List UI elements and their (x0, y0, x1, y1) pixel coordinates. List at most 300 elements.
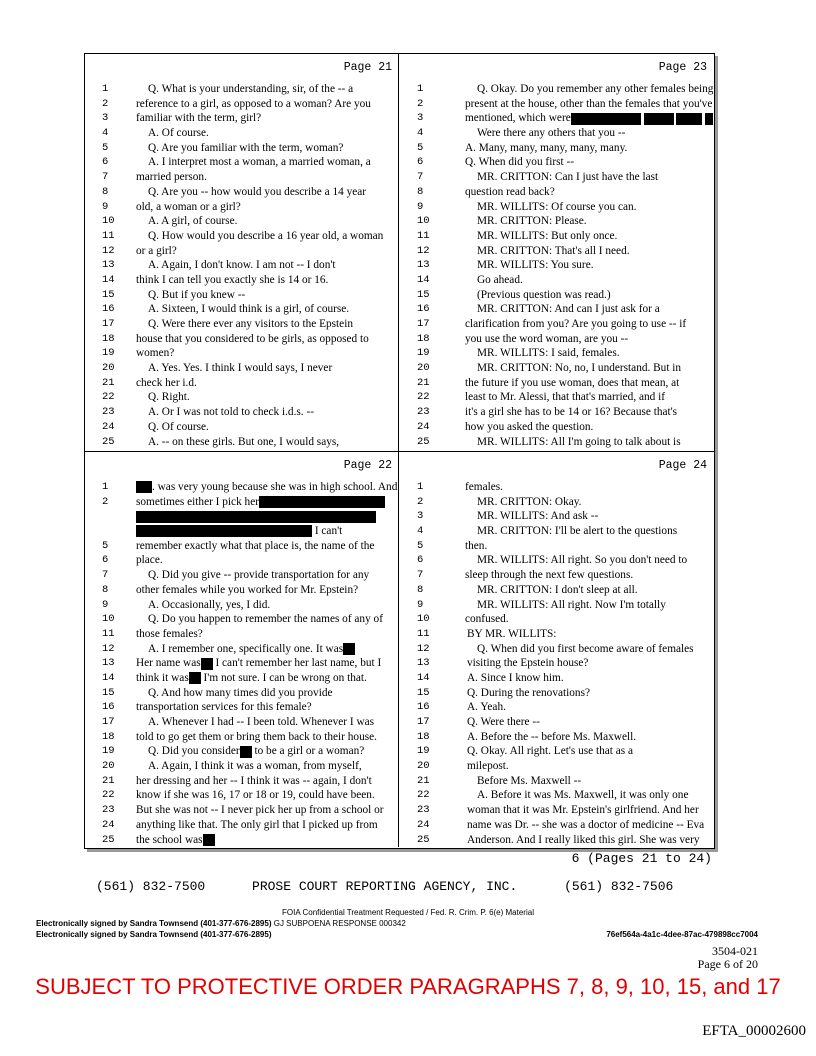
line-text: old, a woman or a girl? (136, 200, 241, 213)
transcript-line (399, 539, 713, 554)
transcript-line (399, 376, 713, 391)
transcript-line (84, 524, 398, 539)
line-number: 18 (417, 332, 430, 345)
redaction-box (136, 511, 376, 523)
line-number: 12 (102, 244, 115, 257)
line-number: 23 (417, 804, 430, 817)
line-number: 16 (417, 303, 430, 316)
line-text: A. Yes. Yes. I think I would says, I never (148, 362, 333, 375)
line-text: MR. WILLITS: You sure. (477, 259, 594, 272)
line-text: woman that it was Mr. Epstein's girlfriend. And her (467, 804, 699, 817)
transcript-line (84, 583, 398, 598)
line-text: Q. Okay. Do you remember any other females being (477, 83, 713, 95)
transcript-line (84, 126, 398, 141)
line-text: A. Occasionally, yes, I did. (148, 598, 271, 611)
line-text: think I can tell you exactly she is 14 or 16. (136, 273, 329, 286)
line-text: remember exactly what that place is, the name of the (136, 539, 375, 552)
transcript-line (399, 833, 713, 848)
line-text: know if she was 16, 17 or 18 or 19, could have been. (136, 789, 375, 802)
transcript-line (399, 111, 713, 126)
line-text: Her name was I can't remember her last name, but I (136, 657, 382, 670)
transcript-line (399, 568, 713, 583)
line-text: the school was (136, 833, 398, 848)
subpoena-text: GJ SUBPOENA RESPONSE 000342 (273, 919, 406, 928)
line-number: 9 (102, 598, 109, 611)
line-text: house that you considered to be girls, as opposed to (136, 332, 369, 345)
line-text: name was Dr. -- she was a doctor of medicine -- Eva (467, 818, 705, 831)
line-number: 15 (417, 288, 430, 301)
transcript-line (84, 803, 398, 818)
line-number: 4 (102, 127, 109, 140)
transcript-line (84, 642, 398, 657)
line-number: 14 (102, 671, 115, 684)
line-text: BY MR. WILLITS: (467, 627, 557, 640)
line-number: 4 (417, 127, 424, 140)
redaction-box (201, 658, 213, 670)
line-number: 13 (417, 259, 430, 272)
line-number: 22 (102, 789, 115, 802)
line-text: Q. During the renovations? (467, 686, 590, 699)
transcript-line (84, 170, 398, 185)
line-text: females. (465, 481, 503, 493)
redaction-box (343, 643, 355, 655)
transcript-line (84, 390, 398, 405)
transcript-line (399, 185, 713, 200)
line-number: 3 (417, 112, 424, 125)
line-text: then. (465, 539, 488, 552)
line-number: 21 (417, 774, 430, 787)
line-text: Q. Did you give -- provide transportation for any (148, 569, 370, 582)
transcript-line (399, 244, 713, 259)
transcript-line (399, 405, 713, 420)
line-number: 24 (102, 818, 115, 831)
transcript-line (84, 214, 398, 229)
line-number: 19 (102, 347, 115, 360)
line-text: think it was I'm not sure. I can be wrong on that. (136, 671, 367, 684)
line-number: 2 (417, 495, 424, 508)
transcript-line (399, 170, 713, 185)
line-text: MR. CRITTON: No, no, I understand. But in (477, 362, 682, 375)
line-text: Q. When did you first -- (465, 156, 574, 169)
transcript-line (399, 744, 713, 759)
transcript-line (399, 288, 713, 303)
line-number: 1 (417, 481, 424, 493)
line-text: Q. Do you happen to remember the names of any of (148, 613, 383, 626)
line-text: milepost. (467, 760, 509, 773)
redaction-box (571, 113, 641, 125)
line-text: Q. Okay. All right. Let's use that as a (467, 745, 634, 758)
line-number: 19 (417, 347, 430, 360)
line-number: 14 (102, 273, 115, 286)
line-text: other females while you worked for Mr. Epstein? (136, 583, 359, 596)
line-number: 5 (102, 539, 109, 552)
line-number: 24 (417, 420, 430, 433)
line-number: 25 (102, 435, 115, 448)
transcript-line (84, 361, 398, 376)
line-number: 25 (417, 435, 430, 448)
line-text: MR. CRITTON: And can I just ask for a (477, 303, 660, 316)
line-number: 9 (417, 200, 424, 213)
line-number: 11 (102, 627, 115, 640)
transcript-line (399, 200, 713, 215)
line-text: MR. WILLITS: But only once. (477, 229, 618, 242)
transcript-line (84, 332, 398, 347)
transcript-line (399, 390, 713, 405)
transcript-line (84, 317, 398, 332)
transcript-line (399, 774, 713, 789)
line-number: 1 (102, 83, 109, 95)
line-number: 12 (417, 244, 430, 257)
line-text: question read back? (465, 185, 555, 198)
transcript-line (399, 346, 713, 361)
transcript-line (399, 583, 713, 598)
page-of-count: Page 6 of 20 (697, 957, 758, 971)
line-text: MR. CRITTON: Okay. (477, 495, 582, 508)
line-number: 12 (417, 642, 430, 655)
line-text: the future if you use woman, does that mean, at (465, 376, 680, 389)
transcript-line (399, 420, 713, 435)
line-text: Q. When did you first become aware of females (477, 642, 694, 655)
line-text: her dressing and her -- I think it was -- again, I don't (136, 774, 372, 787)
transcript-page-22 (84, 452, 398, 848)
line-number: 14 (417, 671, 430, 684)
document-id: 3504-021 (712, 944, 758, 958)
transcript-line (84, 258, 398, 273)
line-text: A. I interpret most a woman, a married woman, a (148, 156, 371, 169)
signature-line-1 (36, 919, 406, 928)
redaction-box (259, 496, 385, 508)
line-text: A. I remember one, specifically one. It was (148, 642, 398, 657)
transcript-line (84, 759, 398, 774)
transcript-line (84, 568, 398, 583)
line-text: clarification from you? Are you going to use -- if (465, 318, 687, 330)
transcript-line (84, 346, 398, 361)
transcript-line (84, 774, 398, 789)
line-text: Q. And how many times did you provide (148, 686, 333, 699)
line-number: 8 (102, 185, 109, 198)
transcript-line (399, 612, 713, 627)
line-number: 22 (102, 391, 115, 404)
transcript-line (84, 273, 398, 288)
line-number: 19 (102, 745, 115, 758)
line-number: 16 (102, 303, 115, 316)
line-number: 10 (102, 215, 115, 228)
line-number: 20 (417, 362, 430, 375)
transcript-line (84, 539, 398, 554)
transcript-line (399, 273, 713, 288)
transcript-line (84, 818, 398, 833)
transcript-line (399, 317, 713, 332)
line-number: 21 (102, 376, 115, 389)
line-text: A. Whenever I had -- I been told. Whenever I was (148, 716, 375, 728)
transcript-line (399, 627, 713, 642)
transcript-line (84, 612, 398, 627)
page-number-header: Page 21 (343, 61, 392, 74)
line-text: Go ahead. (477, 273, 523, 286)
line-number: 7 (102, 569, 109, 582)
line-number: 15 (102, 288, 115, 301)
line-text: anything like that. The only girl that I picked up from (136, 818, 378, 831)
bates-number: EFTA_00002600 (702, 1023, 806, 1039)
line-number: 18 (417, 730, 430, 743)
line-number: 11 (417, 229, 430, 242)
transcript-line (399, 700, 713, 715)
line-number: 12 (102, 642, 115, 655)
line-text: Q. Were there -- (467, 716, 540, 728)
line-text: A. Since I know him. (467, 671, 564, 684)
signature-line-2: Electronically signed by Sandra Townsend (401-377-676-2895) (36, 930, 272, 939)
line-text: sleep through the next few questions. (465, 569, 634, 582)
transcript-line (399, 141, 713, 156)
signature-1-text: Electronically signed by Sandra Townsend (401-377-676-2895) (36, 919, 272, 928)
line-text: Were there any others that you -- (477, 127, 626, 140)
line-text: MR. CRITTON: Can I just have the last (477, 171, 659, 184)
redaction-box (705, 113, 713, 125)
line-number: 1 (102, 481, 109, 493)
line-text: MR. WILLITS: I said, females. (477, 347, 620, 360)
line-number: 20 (102, 760, 115, 773)
line-text: Q. But if you knew -- (148, 288, 246, 301)
line-number: 21 (417, 376, 430, 389)
transcript-line (399, 495, 713, 510)
transcript-line (399, 480, 713, 495)
transcript-line (84, 480, 398, 495)
line-number: 8 (417, 583, 424, 596)
line-number: 24 (102, 420, 115, 433)
transcript-line (84, 627, 398, 642)
line-text: A. Sixteen, I would think is a girl, of course. (148, 303, 350, 316)
redaction-box (240, 746, 252, 758)
transcript-lines (84, 82, 398, 449)
transcript-line (399, 126, 713, 141)
redaction-box (644, 113, 674, 125)
line-text: Q. What is your understanding, sir, of the -- a (148, 83, 354, 95)
transcript-line (84, 700, 398, 715)
transcript-line (399, 509, 713, 524)
line-number: 22 (417, 391, 430, 404)
transcript-line (84, 302, 398, 317)
line-text: reference to a girl, as opposed to a woman? Are you (136, 97, 371, 110)
line-number: 4 (417, 525, 424, 538)
transcript-line (399, 818, 713, 833)
line-number: 14 (417, 273, 430, 286)
line-number: 13 (417, 657, 430, 670)
transcript-line (84, 111, 398, 126)
line-text: A. Of course. (148, 127, 209, 140)
transcript-line (399, 332, 713, 347)
transcript-line (399, 82, 713, 97)
redaction-box (676, 113, 702, 125)
redaction-box (136, 525, 312, 537)
line-number: 9 (102, 200, 109, 213)
line-number: 17 (417, 716, 430, 728)
redaction-box (203, 834, 215, 846)
line-number: 11 (417, 627, 430, 640)
line-text: (Previous question was read.) (477, 288, 611, 301)
transcript-line (399, 258, 713, 273)
protective-order-notice: SUBJECT TO PROTECTIVE ORDER PARAGRAPHS 7, 8, 9, 10, 15, and 17 (35, 974, 781, 999)
line-text: Q. Did you consider to be a girl or a woman? (148, 745, 365, 758)
line-number: 1 (417, 83, 424, 95)
line-text: MR. WILLITS: And ask -- (477, 510, 599, 523)
line-number: 7 (102, 171, 109, 184)
line-text: A. Many, many, many, many, many. (465, 141, 628, 154)
transcript-line (399, 759, 713, 774)
line-number: 5 (417, 141, 424, 154)
page-number-header: Page 22 (343, 459, 392, 472)
transcript-line (399, 361, 713, 376)
line-text: present at the house, other than the females that you've (465, 97, 713, 110)
transcript-line (84, 405, 398, 420)
line-number: 18 (102, 332, 115, 345)
transcript-line (84, 656, 398, 671)
line-text: women? (136, 347, 175, 360)
line-number: 17 (102, 318, 115, 330)
line-number: 17 (102, 716, 115, 728)
transcript-line (84, 185, 398, 200)
line-number: 23 (102, 804, 115, 817)
line-text: A. Again, I think it was a woman, from myself, (148, 760, 362, 773)
line-text: mentioned, which were (465, 111, 713, 126)
transcript-line (399, 302, 713, 317)
line-number: 23 (102, 406, 115, 419)
transcript-line (399, 97, 713, 112)
line-number: 25 (417, 833, 430, 846)
line-text: Q. Were there ever any visitors to the Epstein (148, 318, 353, 330)
line-text: A. A girl, of course. (148, 215, 238, 228)
line-number: 17 (417, 318, 430, 330)
transcript-line (399, 598, 713, 613)
transcript-line (84, 788, 398, 803)
pages-range: 6 (Pages 21 to 24) (571, 851, 712, 866)
line-number: 24 (417, 818, 430, 831)
line-text: Q. Of course. (148, 420, 209, 433)
transcript-line (84, 509, 398, 524)
transcript-line (399, 642, 713, 657)
line-text: MR. CRITTON: That's all I need. (477, 244, 630, 257)
line-text: MR. CRITTON: I don't sleep at all. (477, 583, 638, 596)
line-number: 10 (417, 613, 430, 626)
line-text: married person. (136, 171, 207, 184)
agency-line: (561) 832-7500 PROSE COURT REPORTING AGENCY, INC. (561) 832-7506 (96, 879, 674, 894)
line-number: 10 (417, 215, 430, 228)
transcript-page-21 (84, 54, 398, 450)
transcript-page-24 (399, 452, 713, 848)
line-number: 7 (417, 171, 424, 184)
transcript-line (84, 141, 398, 156)
line-number: 6 (417, 156, 424, 169)
line-text: check her i.d. (136, 376, 197, 389)
line-number: 15 (417, 686, 430, 699)
transcript-line (399, 671, 713, 686)
transcript-line (84, 730, 398, 745)
transcript-line (84, 598, 398, 613)
line-text: A. Before the -- before Ms. Maxwell. (467, 730, 637, 743)
transcript-lines (399, 82, 713, 449)
transcript-line (399, 656, 713, 671)
line-text: A. Again, I don't know. I am not -- I don't (148, 259, 336, 272)
transcript-line (399, 214, 713, 229)
line-text: A. Yeah. (467, 701, 506, 714)
line-text: place. (136, 554, 163, 567)
line-number: 7 (417, 569, 424, 582)
line-text: it's a girl she has to be 14 or 16? Because that's (465, 406, 678, 419)
transcript-line (84, 97, 398, 112)
line-number: 3 (102, 112, 109, 125)
line-number: 8 (102, 583, 109, 596)
line-number: 16 (102, 701, 115, 714)
line-text (136, 509, 398, 524)
transcript-lines (399, 480, 713, 847)
transcript-line (399, 686, 713, 701)
transcript-line (399, 229, 713, 244)
line-text: A. Before it was Ms. Maxwell, it was only one (477, 789, 689, 802)
line-text: MR. WILLITS: All right. So you don't need to (477, 554, 688, 567)
transcript-line (84, 715, 398, 730)
transcript-line (84, 155, 398, 170)
redaction-box (189, 672, 201, 684)
line-number: 6 (102, 156, 109, 169)
line-text: told to go get them or bring them back to their house. (136, 730, 377, 743)
line-text: or a girl? (136, 244, 177, 257)
line-number: 10 (102, 613, 115, 626)
line-text: confused. (465, 613, 509, 626)
page-number-header: Page 23 (658, 61, 707, 74)
line-number: 2 (102, 495, 109, 508)
transcript-line (399, 524, 713, 539)
transcript-line (84, 229, 398, 244)
line-number: 18 (102, 730, 115, 743)
line-text: visiting the Epstein house? (467, 657, 589, 670)
line-number: 16 (417, 701, 430, 714)
line-text: MR. CRITTON: Please. (477, 215, 587, 228)
transcript-line (399, 715, 713, 730)
foia-notice: FOIA Confidential Treatment Requested / Fed. R. Crim. P. 6(e) Material (282, 908, 534, 917)
line-text: sometimes either I pick her (136, 495, 398, 510)
transcript-line (84, 553, 398, 568)
transcript-line (84, 671, 398, 686)
transcript-lines (84, 480, 398, 847)
transcript-line (84, 420, 398, 435)
line-text: Q. Right. (148, 391, 190, 404)
line-number: 2 (102, 97, 109, 110)
transcript-line (399, 435, 713, 450)
line-number: 23 (417, 406, 430, 419)
line-text: MR. CRITTON: I'll be alert to the questions (477, 525, 678, 538)
line-text: A. Or I was not told to check i.d.s. -- (148, 406, 314, 419)
line-text: how you asked the question. (465, 420, 594, 433)
line-number: 11 (102, 229, 115, 242)
line-number: 5 (417, 539, 424, 552)
transcript-line (84, 82, 398, 97)
line-text: . was very young because she was in high school. And (136, 480, 398, 495)
line-number: 5 (102, 141, 109, 154)
line-text: Anderson. And I really liked this girl. She was very (467, 833, 700, 846)
line-number: 19 (417, 745, 430, 758)
redaction-box (136, 481, 152, 493)
transcript-line (84, 744, 398, 759)
transcript-line (399, 803, 713, 818)
transcript-line (399, 730, 713, 745)
line-number: 21 (102, 774, 115, 787)
transcript-line (84, 833, 398, 848)
line-text: I can't (136, 524, 398, 539)
line-number: 6 (102, 554, 109, 567)
line-text: Q. Are you -- how would you describe a 14 year (148, 185, 367, 198)
line-text: Q. How would you describe a 16 year old, a woman (148, 229, 384, 242)
line-text: those females? (136, 627, 203, 640)
line-number: 9 (417, 598, 424, 611)
